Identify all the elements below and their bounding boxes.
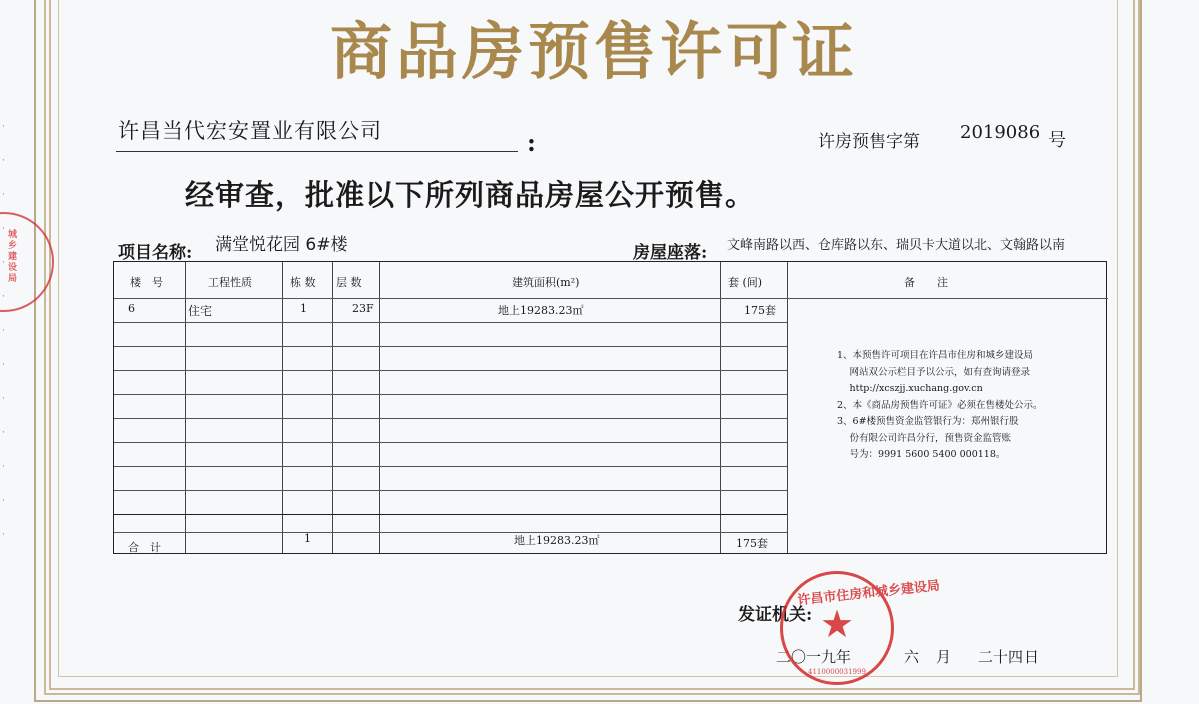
location-value: 文峰南路以西、仓库路以东、瑞贝卡大道以北、文翰路以南 [727, 238, 1066, 253]
header-floors: 层 数 [336, 276, 362, 289]
date-day-suffix: 日 [1024, 648, 1040, 666]
company-name: 许昌当代宏安置业有限公司 [118, 119, 382, 143]
header-project-type: 工程性质 [208, 276, 252, 289]
date-month: 月 [936, 648, 952, 666]
row-area: 地上19283.23㎡ [498, 304, 584, 317]
certificate-title: 商品房预售许可证 [330, 15, 859, 88]
remarks-line: 2、本《商品房预售许可证》必须在售楼处公示。 [837, 399, 1043, 411]
seal-text: 许昌市住房和城乡建设局 [796, 578, 941, 609]
total-label: 合 计 [128, 541, 161, 554]
date-day: 二十四 [978, 648, 1024, 666]
total-count: 1 [304, 532, 311, 545]
company-colon: : [527, 128, 536, 157]
row-count: 1 [300, 302, 307, 315]
official-seal [780, 571, 941, 685]
row-floors: 23F [352, 302, 374, 315]
header-building-no: 楼 号 [130, 276, 163, 289]
project-name: 满堂悦花园 6#楼 [215, 235, 348, 255]
date-month-num: 六 [904, 648, 920, 666]
header-remarks: 备 注 [904, 276, 948, 289]
project-label: 项目名称: [118, 243, 193, 263]
presale-table [113, 261, 1107, 554]
remarks-text [837, 348, 1097, 464]
left-margin-marks: · · · · · · · · · · · · · [2, 122, 5, 540]
remarks-line: 号为：9991 5600 5400 000118。 [837, 449, 1006, 460]
approval-statement: 经审查，批准以下所列商品房屋公开预售。 [185, 178, 756, 212]
left-seal-text: 城乡建设局 [8, 230, 18, 284]
location-label: 房屋座落: [633, 243, 708, 263]
permit-suffix: 号 [1048, 130, 1066, 151]
remarks-line: 网站双公示栏目予以公示，如有查询请登录 [837, 366, 1031, 378]
header-units: 套 (间) [728, 276, 763, 289]
remarks-line: 份有限公司许昌分行，预售资金监管账 [837, 432, 1012, 444]
total-area: 地上19283.23㎡ [514, 534, 600, 547]
company-underline [116, 151, 518, 152]
remarks-line: 1、本预售许可项目在许昌市住房和城乡建设局 [837, 350, 1034, 361]
date-year: 二〇一九年 [776, 648, 852, 666]
star-icon: ★ [820, 602, 855, 646]
row-project-type: 住宅 [188, 304, 213, 318]
permit-label: 许房预售字第 [818, 132, 920, 152]
remarks-line: http://xcszjj.xuchang.gov.cn [837, 383, 983, 394]
permit-number: 2019086 [960, 122, 1041, 143]
header-area: 建筑面积(m²) [512, 276, 580, 289]
remarks-line: 3、6#楼预售资金监管银行为：郑州银行股 [837, 416, 1019, 427]
total-units: 175套 [736, 537, 768, 550]
header-count: 栋 数 [290, 276, 316, 289]
row-units: 175套 [744, 304, 776, 317]
row-building-no: 6 [128, 302, 135, 315]
issuer-label: 发证机关: [738, 605, 813, 625]
seal-number: 4110000031999 [808, 668, 866, 676]
